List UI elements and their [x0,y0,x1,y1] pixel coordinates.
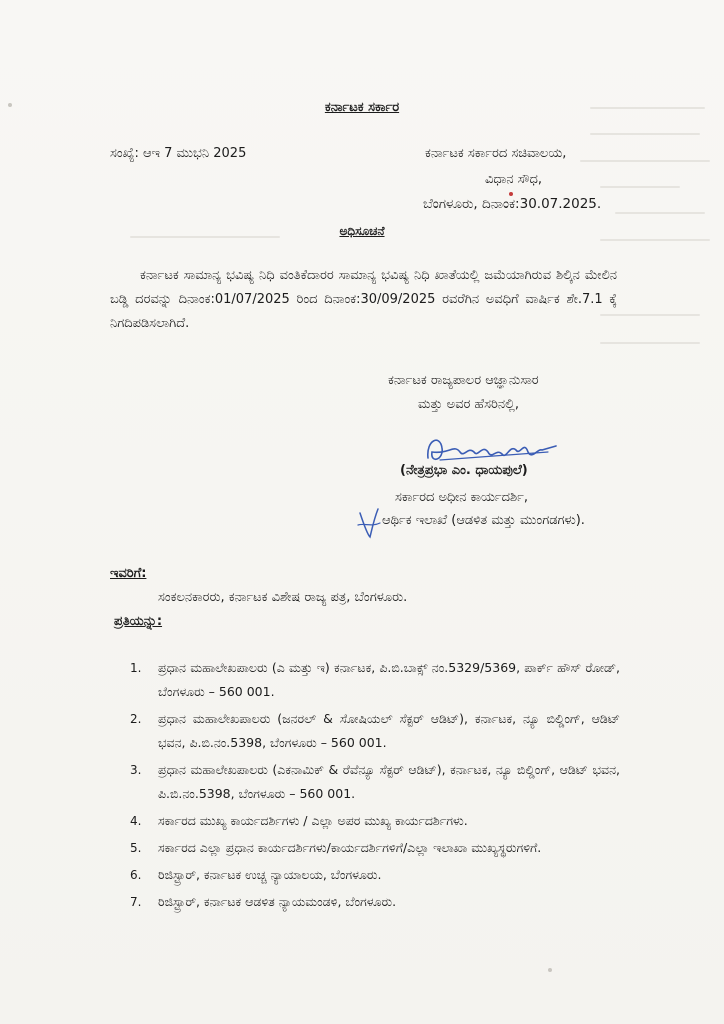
list-text: ಸರ್ಕಾರದ ಎಲ್ಲಾ ಪ್ರಧಾನ ಕಾರ್ಯದರ್ಶಿಗಳು/ಕಾರ್ಯದರ್ಶಿಗಳಿಗೆ/ಎಲ್ಲಾ ಇಲಾಖಾ ಮುಖ್ಯಸ್ಥರುಗಳಿಗೆ. [158,840,542,855]
date-line: ಬೆಂಗಳೂರು, ದಿನಾಂಕ:30.07.2025. [423,196,602,212]
copy-list [130,656,620,917]
list-item [130,863,620,887]
list-item [130,758,620,806]
show-through-mark [590,133,700,135]
show-through-mark [580,160,710,162]
list-text: ಸರ್ಕಾರದ ಮುಖ್ಯ ಕಾರ್ಯದರ್ಶಿಗಳು / ಎಲ್ಲಾ ಅಪರ ಮುಖ್ಯ ಕಾರ್ಯದರ್ಶಿಗಳು. [158,813,468,828]
ink-mark [509,192,513,196]
signatory-department: ಆರ್ಥಿಕ ಇಲಾಖೆ (ಆಡಳಿತ ಮತ್ತು ಮುಂಗಡಗಳು). [382,513,585,528]
authority-line-2: ಮತ್ತು ಅವರ ಹೆಸರಿನಲ್ಲಿ, [418,397,520,412]
signatory-name: (ನೇತ್ರಪ್ರಭಾ ಎಂ. ಧಾಯಪುಲೆ) [400,463,528,478]
list-text: ಪ್ರಧಾನ ಮಹಾಲೇಖಪಾಲರು (ಎ ಮತ್ತು ಇ) ಕರ್ನಾಟಕ, ಪಿ.ಬಿ.ಬಾಕ್ಸ್ ನಂ.5329/5369, ಪಾರ್ಕ್ ಹೌಸ್ ರೋಡ್, ಬೆಂಗಳೂರು – 560 001. [158,660,620,699]
authority-line-1: ಕರ್ನಾಟಕ ರಾಜ್ಯಪಾಲರ ಆಜ್ಞಾನುಸಾರ [388,373,539,388]
list-number: 2. [130,712,142,726]
scan-speck [548,968,552,972]
notification-heading: ಅಧಿಸೂಚನೆ [339,224,385,238]
list-text: ಪ್ರಧಾನ ಮಹಾಲೇಖಪಾಲರು (ಜನರಲ್ & ಸೋಷಿಯಲ್ ಸೆಕ್ಟರ್ ಆಡಿಟ್), ಕರ್ನಾಟಕ, ನ್ಯೂ ಬಿಲ್ಡಿಂಗ್, ಆಡಿಟ್ ಭವನ, ಪಿ.ಬಿ.ನಂ.5398, ಬೆಂಗಳೂರು – 560 001. [158,711,620,750]
list-number: 3. [130,763,142,777]
list-item [130,836,620,860]
list-text: ರಿಜಿಸ್ಟ್ರಾರ್, ಕರ್ನಾಟಕ ಉಚ್ಚ ನ್ಯಾಯಾಲಯ, ಬೆಂಗಳೂರು. [158,867,382,882]
notification-body: ಕರ್ನಾಟಕ ಸಾಮಾನ್ಯ ಭವಿಷ್ಯ ನಿಧಿ ವಂತಿಕೆದಾರರ ಸಾಮಾನ್ಯ ಭವಿಷ್ಯ ನಿಧಿ ಖಾತೆಯಲ್ಲಿ ಜಮೆಯಾಗಿರುವ ಶಿಲ್ಕಿನ ಮೇಲಿನ ಬಡ್ಡಿ ದರವನ್ನು ದಿನಾಂಕ:01/07/2025 ರಿಂದ ದಿನಾಂಕ:30/09/2025 ರವರೆಗಿನ ಅವಧಿಗೆ ವಾರ್ಷಿಕ ಶೇ.7.1 ಕ್ಕೆ ನಿಗದಿಪಡಿಸಲಾಗಿದೆ. [110,268,617,331]
copy-to-label: ಪ್ರತಿಯನ್ನು: [114,614,163,629]
recipient-label: ಇವರಿಗೆ: [110,566,147,581]
handwritten-initial [354,505,384,541]
show-through-mark [615,212,705,214]
list-item [130,707,620,755]
show-through-mark [600,239,710,241]
list-number: 6. [130,868,142,882]
recipient-text: ಸಂಕಲನಕಾರರು, ಕರ್ನಾಟಕ ವಿಶೇಷ ರಾಜ್ಯ ಪತ್ರ, ಬೆಂಗಳೂರು. [158,590,408,605]
list-item [130,890,620,914]
show-through-mark [600,186,680,188]
list-item [130,809,620,833]
list-text: ಪ್ರಧಾನ ಮಹಾಲೇಖಪಾಲರು (ಎಕನಾಮಿಕ್ & ರೆವೆನ್ಯೂ ಸೆಕ್ಟರ್ ಆಡಿಟ್), ಕರ್ನಾಟಕ, ನ್ಯೂ ಬಿಲ್ಡಿಂಗ್, ಆಡಿಟ್ ಭವನ, ಪಿ.ಬಿ.ನಂ.5398, ಬೆಂಗಳೂರು – 560 001. [158,762,620,801]
address-line-1: ಕರ್ನಾಟಕ ಸರ್ಕಾರದ ಸಚಿವಾಲಯ, [425,146,567,161]
document-title: ಕರ್ನಾಟಕ ಸರ್ಕಾರ [324,100,400,115]
address-line-2: ವಿಧಾನ ಸೌಧ, [485,172,543,187]
signatory-designation: ಸರ್ಕಾರದ ಅಧೀನ ಕಾರ್ಯದರ್ಶಿ, [395,490,529,505]
show-through-mark [600,342,700,344]
list-number: 1. [130,661,142,675]
list-number: 5. [130,841,142,855]
list-number: 4. [130,814,142,828]
list-item [130,656,620,704]
list-number: 7. [130,895,142,909]
reference-number: ಸಂಖ್ಯೆ: ಆಇ 7 ಮುಭನಿ 2025 [110,146,247,161]
list-text: ರಿಜಿಸ್ಟ್ರಾರ್, ಕರ್ನಾಟಕ ಆಡಳಿತ ನ್ಯಾಯಮಂಡಳಿ, ಬೆಂಗಳೂರು. [158,894,397,909]
